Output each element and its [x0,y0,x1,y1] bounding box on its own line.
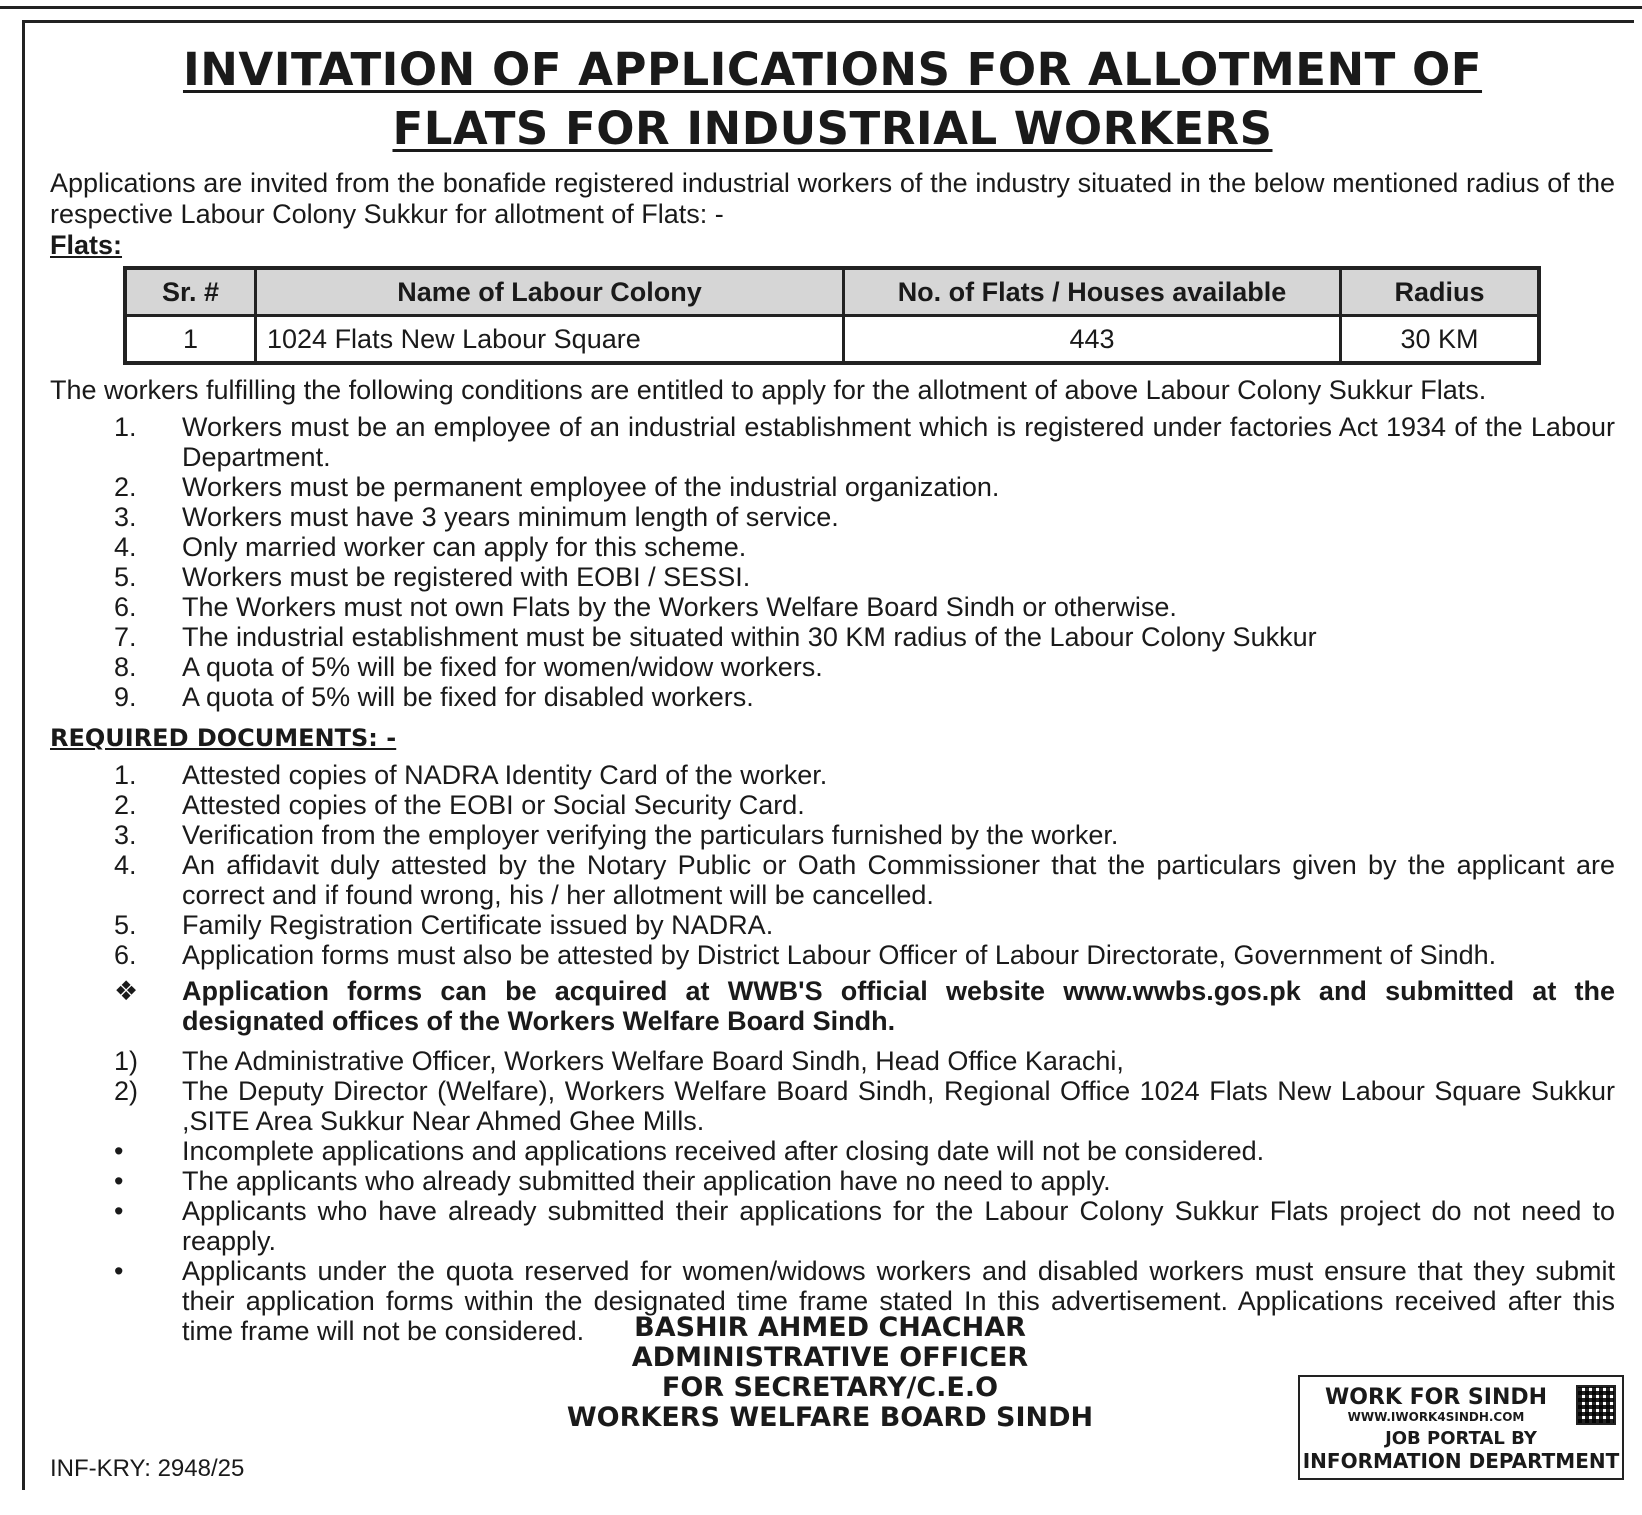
condition-item-number: 6. [114,592,137,622]
document-item [50,940,1615,970]
signatory-designation: ADMINISTRATIVE OFFICER [631,1342,1029,1373]
application-note [50,976,1615,1036]
signature-block [480,1313,1180,1433]
condition-item-text: A quota of 5% will be fixed for disabled workers. [182,682,754,712]
note-item-number: • [114,1196,124,1226]
flats-label: Flats: [50,230,123,260]
document-item-number: 2. [114,790,137,820]
office-item-number: 2) [114,1076,139,1106]
note-item [50,1136,1615,1166]
note-item-number: • [114,1136,124,1166]
condition-item-number: 9. [114,682,137,712]
logo-url: WWW.IWORK4SINDH.COM [1347,1410,1525,1424]
documents-list [50,760,1615,970]
conditions-list [50,412,1615,712]
title-line-1: INVITATION OF APPLICATIONS FOR ALLOTMENT OF [182,43,1483,96]
title-line-2: FLATS FOR INDUSTRIAL WORKERS [392,102,1273,155]
condition-item [50,502,1615,532]
condition-item [50,652,1615,682]
condition-item-text: Workers must be an employee of an industrial establishment which is registered under factories Act 1934 of the Labour Department. [182,412,1615,472]
condition-item-text: A quota of 5% will be fixed for women/widow workers. [182,652,823,682]
document-item-number: 4. [114,850,137,880]
condition-item-text: Workers must have 3 years minimum length of service. [182,502,839,532]
document-item [50,820,1615,850]
documents-heading: REQUIRED DOCUMENTS: - [50,724,397,752]
condition-item [50,562,1615,592]
header-colony: Name of Labour Colony [256,268,844,316]
document-item-text: Verification from the employer verifying the particulars furnished by the worker. [182,820,1119,850]
logo-subtitle-1: JOB PORTAL BY [1385,1428,1537,1449]
offices-list [50,1046,1615,1136]
office-item-text: The Administrative Officer, Workers Welfare Board Sindh, Head Office Karachi, [182,1046,1124,1076]
condition-item-number: 3. [114,502,137,532]
reference-number: INF-KRY: 2948/25 [50,1455,245,1482]
header-sr: Sr. # [125,268,256,316]
note-item-text: Incomplete applications and applications received after closing date will not be considered. [182,1136,1265,1166]
condition-item-text: The industrial establishment must be situated within 30 KM radius of the Labour Colony Sukkur [182,622,1317,652]
condition-item-text: The Workers must not own Flats by the Workers Welfare Board Sindh or otherwise. [182,592,1177,622]
document-item [50,910,1615,940]
ad-content [50,40,1615,1346]
office-item-number: 1) [114,1046,139,1076]
iwork4sindh-logo [1298,1375,1624,1480]
condition-item [50,592,1615,622]
document-item-text: Attested copies of NADRA Identity Card of the worker. [182,760,828,790]
condition-item [50,682,1615,712]
condition-item-number: 2. [114,472,137,502]
cell-sr: 1 [125,316,256,364]
note-item-text: The applicants who already submitted their application have no need to apply. [182,1166,1111,1196]
condition-item [50,622,1615,652]
document-item [50,790,1615,820]
note-item-text: Applicants who have already submitted their applications for the Labour Colony Sukkur Flats project do not need to reapply. [182,1196,1615,1256]
note-item [50,1166,1615,1196]
document-item-number: 6. [114,940,137,970]
document-item-text: An affidavit duly attested by the Notary Public or Oath Commissioner that the particulars given by the applicant are correct and if found wrong, his / her allotment will be cancelled. [182,850,1615,910]
cell-flats: 443 [844,316,1341,364]
note-item [50,1196,1615,1256]
intro-paragraph: Applications are invited from the bonafide registered industrial workers of the industry situated in the below mentioned radius of the respective Labour Colony Sukkur for allotment of Flats: - [50,168,1615,229]
condition-item-number: 7. [114,622,137,652]
document-item-number: 3. [114,820,137,850]
condition-item [50,412,1615,472]
note-item-number: • [114,1256,124,1286]
cell-radius: 30 KM [1341,316,1540,364]
header-flats: No. of Flats / Houses available [844,268,1341,316]
application-note-text: Application forms can be acquired at WWB'S official website www.wwbs.gos.pk and submitted at the designated offices of the Workers Welfare Board Sindh. [182,976,1615,1036]
flats-table [123,266,1541,365]
logo-title: WORK FOR SINDH [1324,1385,1548,1410]
condition-item-number: 4. [114,532,137,562]
note-item-number: • [114,1166,124,1196]
office-item [50,1046,1615,1076]
office-item [50,1076,1615,1136]
signatory-for: FOR SECRETARY/C.E.O [661,1372,999,1403]
diamond-bullet-icon: ❖ [114,976,139,1006]
cell-colony: 1024 Flats New Labour Square [256,316,844,364]
table-header-row [125,268,1539,316]
document-item-number: 1. [114,760,137,790]
top-rule [0,6,1642,9]
office-item-text: The Deputy Director (Welfare), Workers Welfare Board Sindh, Regional Office 1024 Flats New Labour Square Sukkur ,SITE Area Sukkur Near Ahmed Ghee Mills. [182,1076,1615,1136]
header-radius: Radius [1341,268,1540,316]
document-item [50,850,1615,910]
document-item-text: Family Registration Certificate issued by NADRA. [182,910,774,940]
condition-item-number: 1. [114,412,137,442]
condition-item [50,472,1615,502]
logo-subtitle-2: INFORMATION DEPARTMENT [1302,1449,1620,1473]
ad-title [50,40,1615,158]
signatory-name: BASHIR AHMED CHACHAR [634,1312,1026,1343]
document-item-number: 5. [114,910,137,940]
condition-item-number: 8. [114,652,137,682]
condition-item-number: 5. [114,562,137,592]
table-row [125,316,1539,364]
qr-code-icon [1576,1385,1616,1425]
document-item-text: Attested copies of the EOBI or Social Security Card. [182,790,805,820]
condition-item [50,532,1615,562]
condition-item-text: Workers must be registered with EOBI / SESSI. [182,562,751,592]
conditions-intro: The workers fulfilling the following conditions are entitled to apply for the allotment of above Labour Colony Sukkur Flats. [50,375,1487,405]
note-item-text: Applicants under the quota reserved for women/widows workers and disabled workers must ensure that they submit their application forms within the designated time frame stated In this advertisement. Applications received after this time frame will not be considered. [182,1256,1615,1346]
application-note-list [50,976,1615,1036]
condition-item-text: Workers must be permanent employee of the industrial organization. [182,472,1000,502]
document-item [50,760,1615,790]
condition-item-text: Only married worker can apply for this scheme. [182,532,747,562]
signatory-org: WORKERS WELFARE BOARD SINDH [566,1402,1094,1433]
document-item-text: Application forms must also be attested by District Labour Officer of Labour Directorate, Government of Sindh. [182,940,1497,970]
